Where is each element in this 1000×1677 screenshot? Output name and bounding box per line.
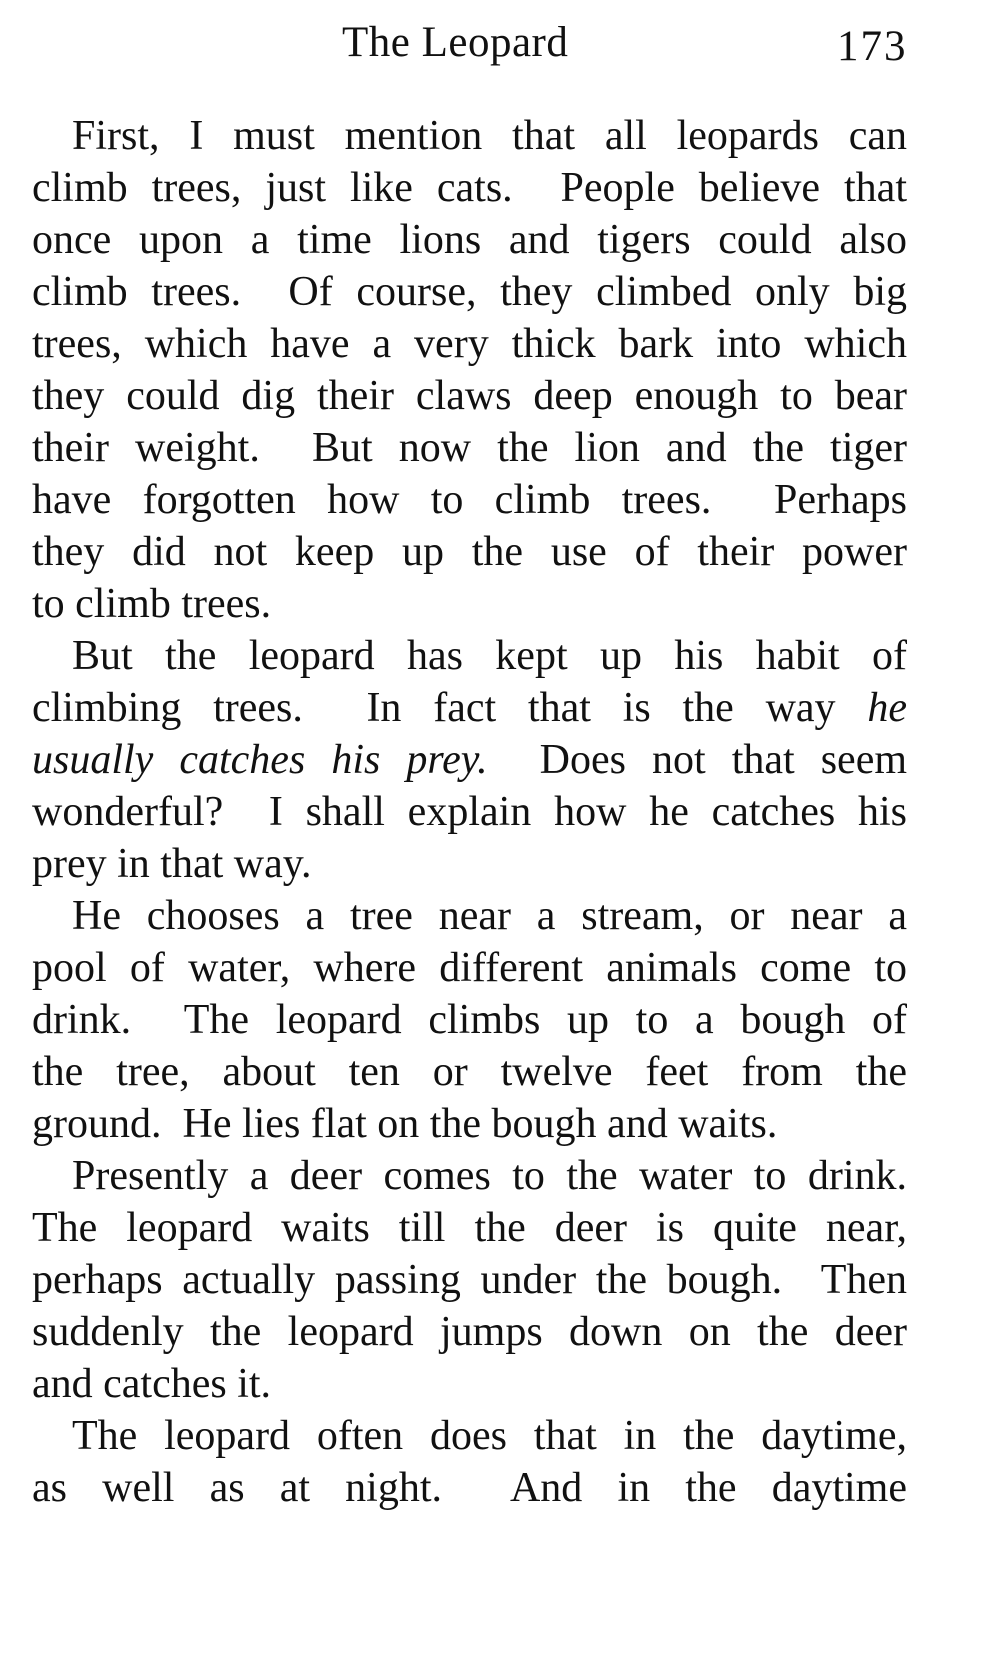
text-line bbox=[32, 110, 907, 162]
text-line bbox=[32, 1150, 907, 1202]
text-line bbox=[32, 786, 907, 838]
text-run: and catches it. bbox=[32, 1361, 272, 1407]
text-run: The leopard waits till the deer is quite near, bbox=[32, 1205, 907, 1251]
text-line bbox=[32, 1306, 907, 1358]
text-run: to climb trees. bbox=[32, 581, 272, 627]
text-run: wonderful? I shall explain how he catches his bbox=[32, 789, 907, 835]
paragraph bbox=[32, 110, 907, 630]
text-run: drink. The leopard climbs up to a bough of bbox=[32, 997, 907, 1043]
text-run: they could dig their claws deep enough to bear bbox=[32, 373, 907, 419]
text-run: But the leopard has kept up his habit of bbox=[72, 633, 907, 679]
text-line bbox=[32, 1098, 907, 1150]
text-run: pool of water, where different animals come to bbox=[32, 945, 907, 991]
text-line bbox=[32, 734, 907, 786]
text-run: suddenly the leopard jumps down on the deer bbox=[32, 1309, 907, 1355]
text-run: climb trees, just like cats. People believe that bbox=[32, 165, 907, 211]
text-run: climb trees. Of course, they climbed only big bbox=[32, 269, 907, 315]
text-line bbox=[32, 838, 907, 890]
running-head bbox=[0, 18, 1000, 78]
text-line bbox=[32, 1046, 907, 1098]
text-line bbox=[32, 890, 907, 942]
text-run: The leopard often does that in the daytime, bbox=[72, 1413, 907, 1459]
text-line bbox=[32, 942, 907, 994]
text-line bbox=[32, 214, 907, 266]
text-line bbox=[32, 162, 907, 214]
text-run: trees, which have a very thick bark into which bbox=[32, 321, 907, 367]
text-run: ground. He lies flat on the bough and waits. bbox=[32, 1101, 778, 1147]
text-run: Does not that seem bbox=[487, 737, 907, 783]
text-line bbox=[32, 994, 907, 1046]
text-run: perhaps actually passing under the bough. Then bbox=[32, 1257, 907, 1303]
paragraph bbox=[32, 1410, 907, 1514]
text-line bbox=[32, 1254, 907, 1306]
text-line bbox=[32, 1410, 907, 1462]
text-run: First, I must mention that all leopards can bbox=[72, 113, 907, 159]
page-number: 173 bbox=[837, 23, 908, 70]
text-run: prey in that way. bbox=[32, 841, 312, 887]
text-line bbox=[32, 422, 907, 474]
text-run: have forgotten how to climb trees. Perhaps bbox=[32, 477, 907, 523]
text-line bbox=[32, 474, 907, 526]
italic-text: he bbox=[867, 685, 907, 731]
text-run: once upon a time lions and tigers could also bbox=[32, 217, 907, 263]
text-line bbox=[32, 370, 907, 422]
text-run: the tree, about ten or twelve feet from the bbox=[32, 1049, 907, 1095]
text-line bbox=[32, 630, 907, 682]
text-run: their weight. But now the lion and the tiger bbox=[32, 425, 907, 471]
paragraph bbox=[32, 890, 907, 1150]
text-run: climbing trees. In fact that is the way bbox=[32, 685, 868, 731]
text-run: they did not keep up the use of their power bbox=[32, 529, 907, 575]
text-line bbox=[32, 526, 907, 578]
text-line bbox=[32, 318, 907, 370]
italic-text: usually catches his prey. bbox=[32, 737, 488, 783]
text-line bbox=[32, 1202, 907, 1254]
text-run: as well as at night. And in the daytime bbox=[32, 1465, 907, 1511]
text-run: Presently a deer comes to the water to drink. bbox=[72, 1153, 907, 1199]
text-line bbox=[32, 1358, 907, 1410]
body-text bbox=[32, 110, 907, 1514]
text-line bbox=[32, 682, 907, 734]
paragraph bbox=[32, 630, 907, 890]
text-line bbox=[32, 266, 907, 318]
text-line bbox=[32, 578, 907, 630]
running-title: The Leopard bbox=[342, 19, 569, 66]
paragraph bbox=[32, 1150, 907, 1410]
text-line bbox=[32, 1462, 907, 1514]
text-run: He chooses a tree near a stream, or near a bbox=[72, 893, 907, 939]
